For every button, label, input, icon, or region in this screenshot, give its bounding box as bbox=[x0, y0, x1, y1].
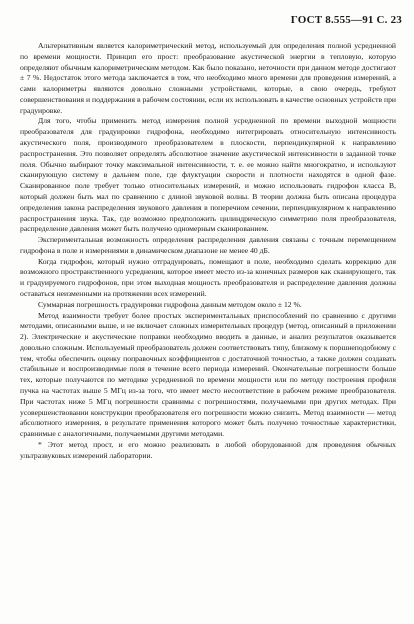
body-text bbox=[20, 41, 396, 461]
footnote-text: Этот метод прост, и его можно реализовать в любой оборудованной для проведения обычных ультразвуковых измерений лаборатории. bbox=[20, 439, 396, 460]
paragraph-hydrophone-correction: Когда гидрофон, который нужно отградуировать, помещают в поле, необходимо сделать коррекцию для возможного пространственного усреднения, которое имеет место из-за конечных размеров как сканирующего, так и градуируемого гидрофонов, при этом выходная мощность преобразователя и распределение давления должны оставаться неизменными на протяжении всех измерений. bbox=[20, 256, 396, 298]
paragraph-calorimetric-method: Альтернативным является калориметрический метод, используемый для определения полной усредненной по времени мощности. Принцип его прост: преобразование акустической энергии в тепловую, которую определяют обычным калориметрическим методом. Как было показано, неточности при данном методе достигают ± 7 %. Недостаток этого метода заключается в том, что необходимо много времени для проведения измерений, а сами калориметры являются довольно сложными устройствами, которые, в свою очередь, требуют совершенствования и поддержания в рабочем состоянии, если их использовать в качестве основных устройств при градуировке. bbox=[20, 41, 396, 115]
footnote-mark: * bbox=[38, 439, 42, 449]
paragraph-reciprocity-method: Метод взаимности требует более простых экспериментальных приспособлений по сравнению с другими методами, описанными выше, и не включает сложных измерительных процедур (метод, описанный в приложении 2). Электрические и акустические поправки необходимо вводить в данные, и анализ результатов оказывается довольно сложным. Используемый преобразователь должен соответствовать типу, близкому к поршнеподобному с тем, чтобы обеспечить оценку поправочных коэффициентов с достаточной точностью, а также должен создавать стабильные и воспроизводимые поля в течение всего периода измерений. Окончательные погрешности больше тех, которые получаются по методике усредненной по времени мощности или по методу построения профиля пучка на частотах выше 5 МГц из-за того, что имеет место несоответствие в рабочем режиме преобразователя. При частотах ниже 5 МГц погрешности сравнимы с погрешностями, получаемыми при других методах. При усовершенствовании конструкции преобразователя его погрешности можно снизить. Метод взаимности — метод абсолютного измерения, в результате применения которого может быть получено точностные характеристики, сравнимые с аналогичными, получаемыми другими методами. bbox=[20, 310, 396, 439]
footnote bbox=[20, 440, 396, 462]
paragraph-power-method: Для того, чтобы применить метод измерения полной усредненной по времени выходной мощности преобразователя для градуировки гидрофона, необходимо интегрировать относительную интенсивность акустического поля, производимого преобразователем в плоскости, перпендикулярной к направлению распространения. Это позволяет определять абсолютное значение акустической интенсивности в заданной точке поля. Обычно выбирают точку максимальной интенсивности, т. е. ее можно найти многократно, и используют сканирующую систему в дальнем поле, где флуктуации скорости и плотности находятся в одной фазе. Сканированное поле требует только относительных измерений, и можно использовать гидрофон класса В, который должен быть мал по сравнению с длиной звуковой волны. В теории должна быть описана процедура определения закона распределения звукового давления в поперечном сечении, перпендикулярном к направлению распространения звука. Так, где возможно предположить цилиндрическую симметрию поля преобразователя, распределение давления может быть получено одномерным сканированием. bbox=[20, 116, 396, 234]
paragraph-experimental-possibility: Экспериментальная возможность определения распределения давления связаны с точным перемещением гидрофона в поле и измерениями в динамическом диапазоне не менее 40 дБ. bbox=[20, 235, 396, 255]
paragraph-total-error: Суммарная погрешность градуировки гидрофона данным методом около ± 12 %. bbox=[38, 299, 302, 309]
page-header: ГОСТ 8.555—91 С. 23 bbox=[290, 14, 402, 26]
